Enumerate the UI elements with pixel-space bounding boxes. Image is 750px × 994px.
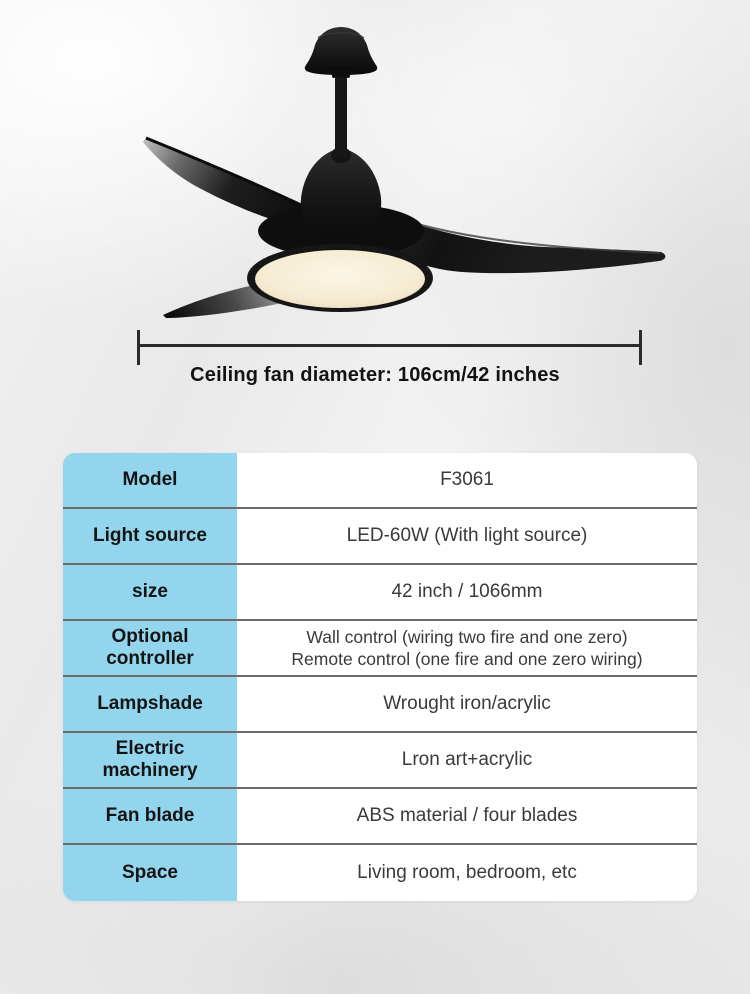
spec-row-fan-blade — [63, 789, 697, 845]
spec-row-light-source — [63, 509, 697, 565]
ceiling-fan-illustration — [0, 0, 750, 340]
spec-label: Light source — [63, 509, 237, 565]
spec-label: Optional controller — [63, 621, 237, 677]
spec-value — [237, 621, 697, 677]
spec-value: F3061 — [237, 453, 697, 509]
fan-downrod — [335, 70, 347, 158]
spec-value-line: Remote control (one fire and one zero wiring) — [291, 649, 643, 669]
spec-label: Electric machinery — [63, 733, 237, 789]
spec-row-model — [63, 453, 697, 509]
spec-row-size — [63, 565, 697, 621]
spec-table — [63, 453, 697, 901]
spec-row-electric-machinery — [63, 733, 697, 789]
spec-row-optional-controller — [63, 621, 697, 677]
spec-value: ABS material / four blades — [237, 789, 697, 845]
spec-value-line: Wall control (wiring two fire and one zero) — [306, 626, 628, 647]
spec-label: Space — [63, 845, 237, 901]
ceiling-fan-image — [0, 0, 750, 340]
spec-label: Model — [63, 453, 237, 509]
diameter-caption: Ceiling fan diameter: 106cm/42 inches — [190, 364, 560, 386]
spec-value: Lron art+acrylic — [237, 733, 697, 789]
spec-label: Lampshade — [63, 677, 237, 733]
fan-canopy-rim — [308, 67, 374, 75]
spec-value: 42 inch / 1066mm — [237, 565, 697, 621]
fan-light — [255, 250, 425, 308]
spec-row-space — [63, 845, 697, 901]
spec-value: LED-60W (With light source) — [237, 509, 697, 565]
spec-label: Fan blade — [63, 789, 237, 845]
spec-row-lampshade — [63, 677, 697, 733]
spec-value: Wrought iron/acrylic — [237, 677, 697, 733]
fan-canopy — [305, 27, 377, 72]
diameter-bar — [137, 344, 642, 347]
spec-value: Living room, bedroom, etc — [357, 862, 577, 883]
diameter-measurement-line — [137, 330, 642, 365]
diameter-tick-right — [639, 330, 642, 365]
diameter-tick-left — [137, 330, 140, 365]
spec-label: size — [63, 565, 237, 621]
